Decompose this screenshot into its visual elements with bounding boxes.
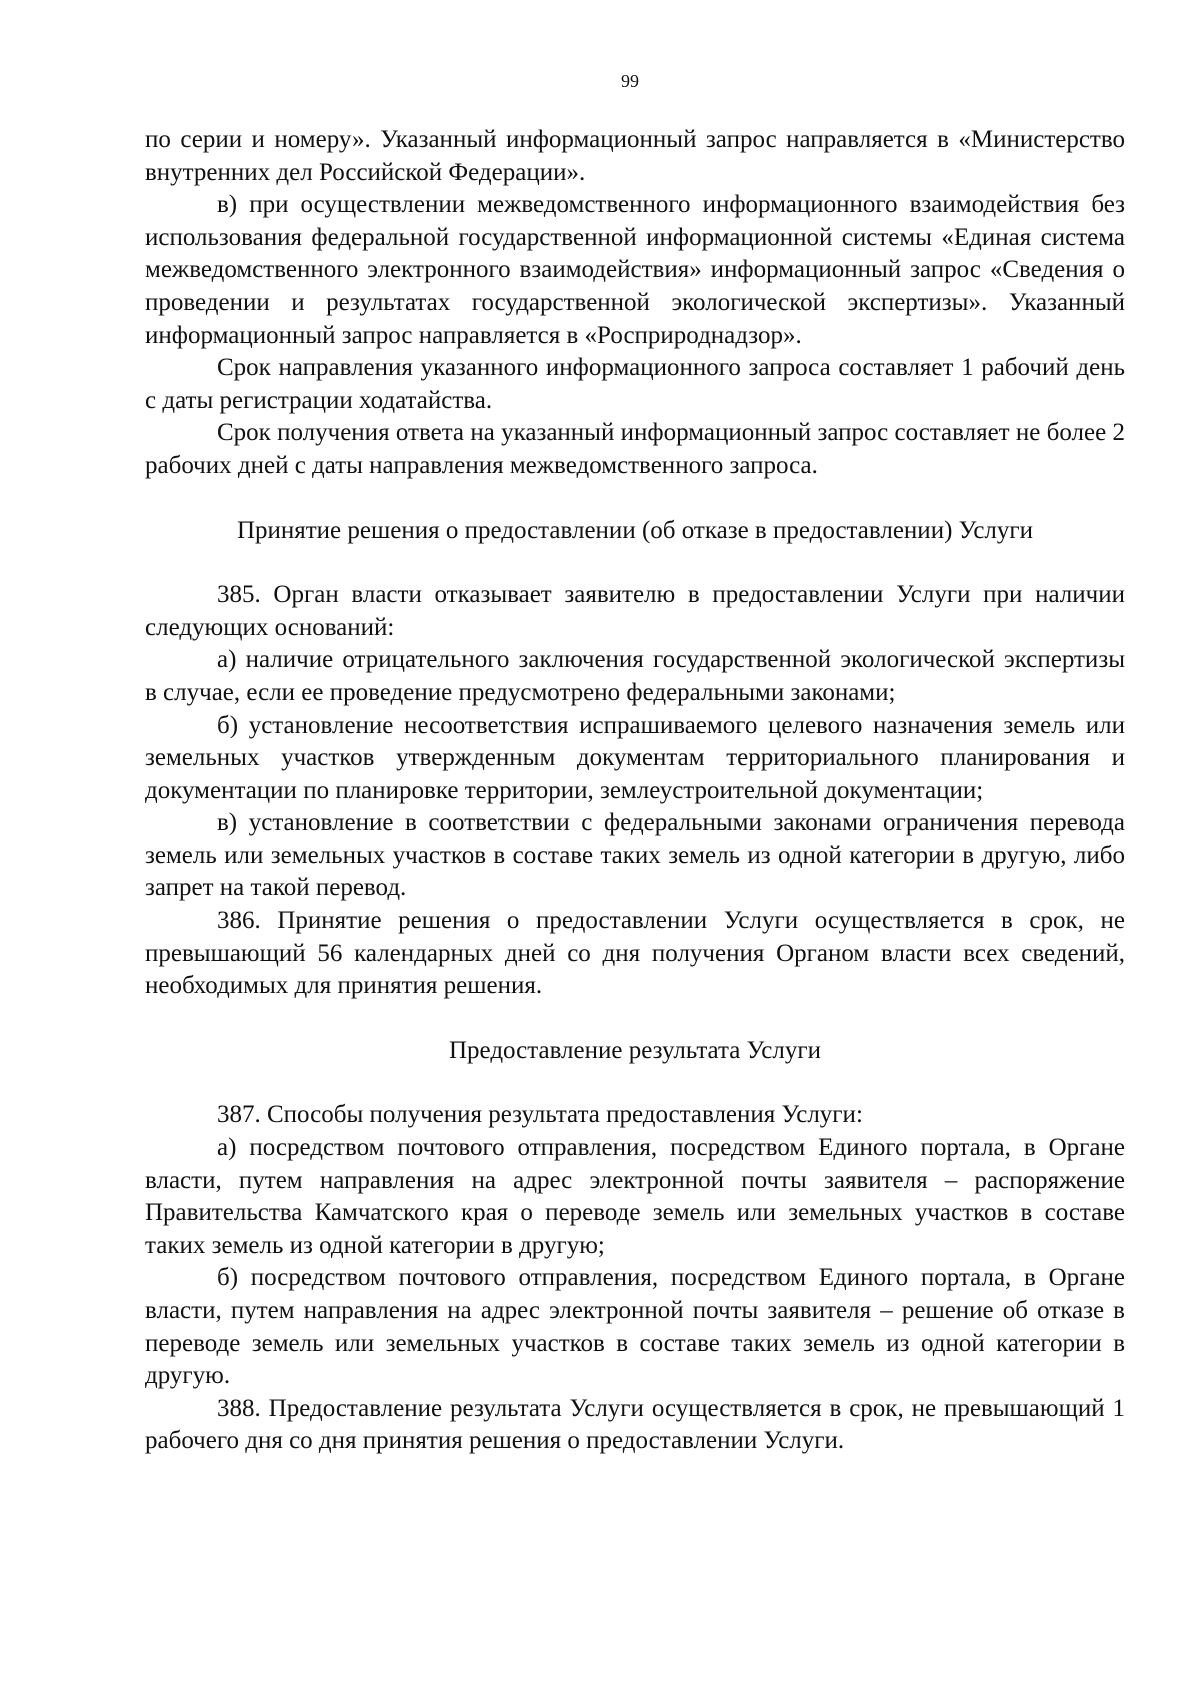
- document-body: [145, 124, 1125, 1458]
- paragraph-388: 388. Предоставление результата Услуги осуществляется в срок, не превышающий 1 рабочего дня со дня принятия решения о предоставлении Услуги.: [145, 1394, 1125, 1455]
- paragraph-385-b: б) установление несоответствия испрашиваемого целевого назначения земель или земельных участков утвержденным документам территориального планирования и документации по планировке территории, землеустроительной документации;: [145, 711, 1125, 804]
- paragraph-response-deadline: Срок получения ответа на указанный информационный запрос составляет не более 2 рабочих дней с даты направления межведомственного запроса.: [145, 419, 1125, 479]
- page-number: 99: [621, 71, 639, 91]
- paragraph-387-b: б) посредством почтового отправления, посредством Единого портала, в Органе власти, путем направления на адрес электронной почты заявителя – решение об отказе в переводе земель или земельных участков в составе таких земель из одной категории в другую.: [145, 1264, 1125, 1390]
- paragraph-385: 385. Орган власти отказывает заявителю в предоставлении Услуги при наличии следующих оснований:: [145, 581, 1125, 641]
- paragraph-385-a: а) наличие отрицательного заключения государственной экологической экспертизы в случае, если ее проведение предусмотрено федеральными законами;: [145, 646, 1125, 706]
- spacer: [145, 1003, 1125, 1035]
- paragraph-387-a: а) посредством почтового отправления, посредством Единого портала, в Органе власти, путем направления на адрес электронной почты заявителя – распоряжение Правительства Камчатского края о переводе земель или земельных участков в составе таких земель из одной категории в другую;: [145, 1134, 1125, 1259]
- paragraph-item-v: в) при осуществлении межведомственного информационного взаимодействия без использования федеральной государственной информационной системы «Единая система межведомственного электронного взаимодействия» информационный запрос «Сведения о проведении и результатах государственной экологической экспертизы». Указанный информационный запрос направляется в «Росприроднадзор».: [145, 191, 1125, 349]
- spacer: [145, 483, 1125, 515]
- paragraph-387: 387. Способы получения результата предоставления Услуги:: [217, 1101, 863, 1129]
- paragraph-386: 386. Принятие решения о предоставлении Услуги осуществляется в срок, не превышающий 56 календарных дней со дня получения Органом власти всех сведений, необходимых для принятия решения.: [145, 907, 1125, 1000]
- section-heading-result: Предоставление результата Услуги: [449, 1036, 821, 1064]
- section-heading-decision: Принятие решения о предоставлении (об отказе в предоставлении) Услуги: [236, 516, 1034, 544]
- paragraph-385-v: в) установление в соответствии с федеральными законами ограничения перевода земель или земельных участков в составе таких земель из одной категории в другую, либо запрет на такой перевод.: [145, 809, 1125, 902]
- paragraph-request-deadline: Срок направления указанного информационного запроса составляет 1 рабочий день с даты регистрации ходатайства.: [145, 354, 1125, 414]
- spacer: [145, 547, 1125, 579]
- spacer: [145, 1067, 1125, 1099]
- paragraph-continuation: по серии и номеру». Указанный информационный запрос направляется в «Министерство внутренних дел Российской Федерации».: [145, 126, 1125, 186]
